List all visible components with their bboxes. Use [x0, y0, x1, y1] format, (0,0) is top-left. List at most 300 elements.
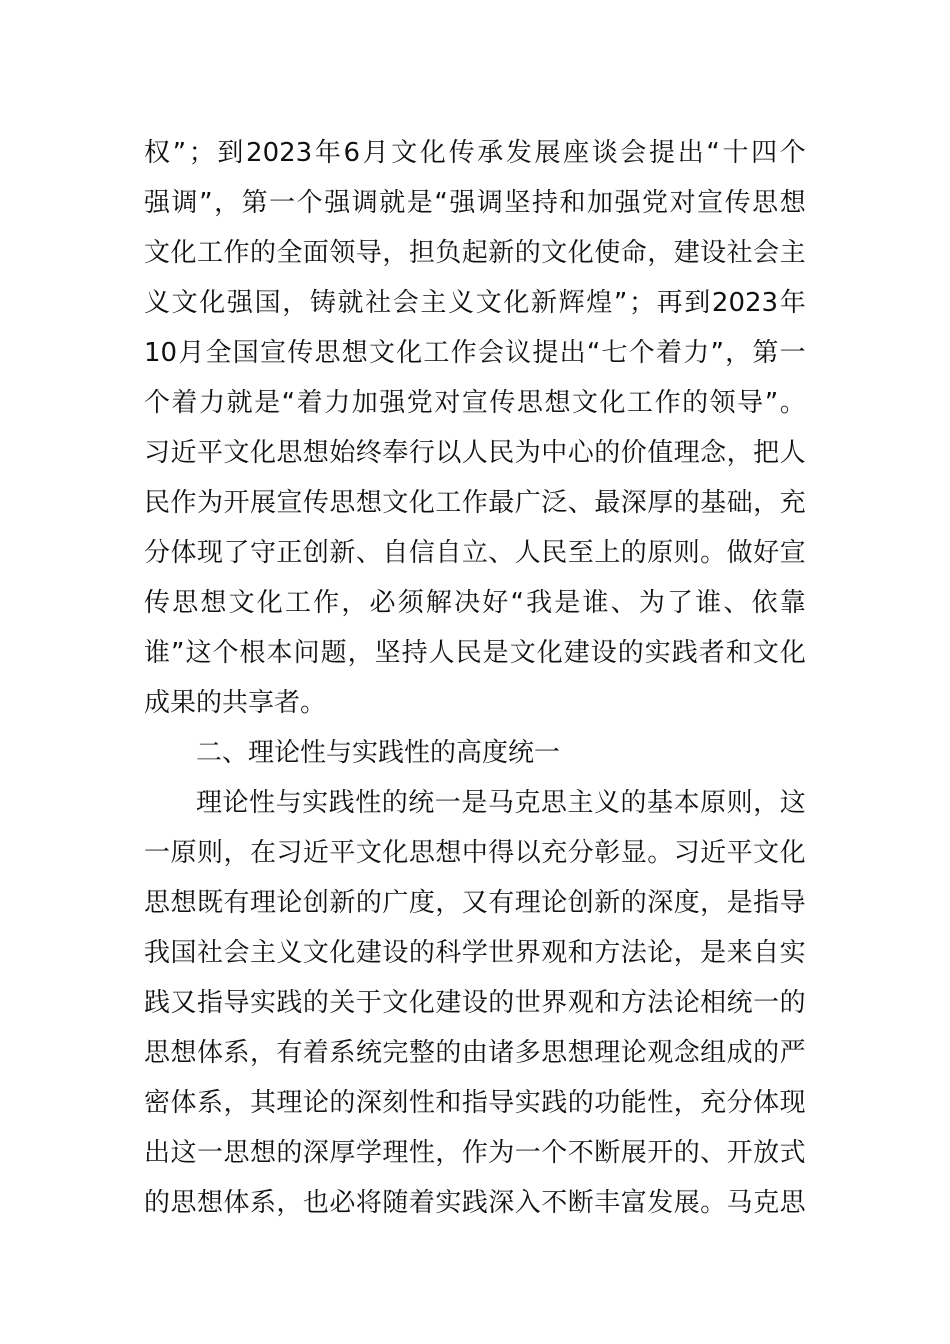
glyph: 开	[223, 488, 250, 518]
glyph: 作	[461, 1138, 488, 1168]
glyph: 设	[590, 638, 617, 668]
glyph: 10	[144, 338, 178, 368]
glyph: 深	[355, 1088, 382, 1118]
glyph: 克	[514, 788, 541, 818]
glyph: 于	[355, 988, 382, 1018]
glyph: 月	[362, 138, 389, 168]
glyph: 着	[171, 388, 198, 418]
glyph: 谁	[582, 588, 609, 618]
glyph: 文	[223, 438, 250, 468]
glyph: 负	[435, 238, 462, 268]
glyph: 就	[337, 288, 364, 318]
glyph: 想	[249, 1138, 276, 1168]
glyph: 调	[171, 188, 198, 218]
glyph: 统	[726, 988, 753, 1018]
glyph: 体	[170, 1088, 197, 1118]
glyph: 导	[223, 988, 250, 1018]
glyph: 创	[302, 888, 329, 918]
glyph: 传	[302, 488, 329, 518]
glyph: 、	[723, 588, 750, 618]
glyph: 平	[726, 838, 753, 868]
glyph: 社	[726, 238, 753, 268]
glyph: 导	[779, 888, 806, 918]
glyph: ”	[171, 638, 185, 668]
glyph: 性	[355, 788, 382, 818]
glyph: 丰	[594, 1188, 621, 1218]
glyph: 为	[488, 1138, 515, 1168]
body-text	[144, 128, 806, 1228]
glyph: 思	[223, 1138, 250, 1168]
glyph: 近	[302, 838, 329, 868]
glyph: ，	[276, 1188, 303, 1218]
glyph: 得	[488, 838, 515, 868]
glyph: 功	[594, 1088, 621, 1118]
glyph: 展	[673, 1188, 700, 1218]
glyph: 随	[382, 1188, 409, 1218]
text-line	[144, 978, 806, 1028]
glyph: 充	[700, 1088, 727, 1118]
glyph: 好	[753, 538, 780, 568]
glyph: 6	[343, 138, 361, 168]
glyph: ”	[710, 338, 724, 368]
text-line	[144, 428, 806, 478]
glyph: 思	[752, 188, 779, 218]
glyph: 和	[435, 1088, 462, 1118]
glyph: ，	[341, 588, 368, 618]
glyph: 的	[302, 988, 329, 1018]
glyph: 正	[276, 538, 303, 568]
glyph: 最	[488, 488, 515, 518]
glyph: 谁	[144, 638, 171, 668]
glyph: 人	[461, 438, 488, 468]
glyph: 的	[567, 1088, 594, 1118]
glyph: 来	[726, 938, 753, 968]
glyph: 作	[461, 488, 488, 518]
glyph: “	[434, 188, 448, 218]
glyph: 体	[170, 538, 197, 568]
glyph: 着	[656, 338, 683, 368]
glyph: 谈	[591, 138, 618, 168]
glyph: 创	[567, 888, 594, 918]
glyph: 义	[593, 788, 620, 818]
glyph: 社	[196, 938, 223, 968]
glyph: 第	[241, 188, 268, 218]
glyph: 整	[408, 1038, 435, 1068]
glyph: 国	[170, 938, 197, 968]
glyph: 传	[489, 388, 516, 418]
glyph: 第	[752, 338, 779, 368]
glyph: 性	[647, 1088, 674, 1118]
glyph: 心	[567, 438, 594, 468]
glyph: 入	[514, 1188, 541, 1218]
glyph: 提	[649, 138, 676, 168]
glyph: 想	[355, 488, 382, 518]
glyph: 持	[401, 638, 428, 668]
glyph: 一	[196, 1138, 223, 1168]
glyph: 体	[223, 1188, 250, 1218]
glyph: 建	[673, 238, 700, 268]
glyph: 性	[408, 1138, 435, 1168]
glyph: ”	[764, 388, 779, 418]
glyph: 一	[753, 988, 780, 1018]
glyph: 其	[249, 1088, 276, 1118]
glyph: 人	[779, 438, 806, 468]
glyph: 国	[232, 338, 259, 368]
glyph: 出	[677, 138, 704, 168]
glyph: 对	[434, 388, 461, 418]
text-line	[144, 1128, 806, 1178]
glyph: ，	[673, 938, 700, 968]
glyph: 决	[454, 588, 481, 618]
glyph: 既	[196, 888, 223, 918]
glyph: 平	[329, 838, 356, 868]
glyph: 出	[559, 338, 586, 368]
glyph: 创	[302, 538, 329, 568]
glyph: 守	[249, 538, 276, 568]
glyph: 年	[779, 288, 806, 318]
glyph: 的	[620, 788, 647, 818]
glyph: 展	[249, 488, 276, 518]
glyph: 宣	[276, 488, 303, 518]
glyph: 的	[673, 1138, 700, 1168]
glyph: 、	[567, 488, 594, 518]
glyph: 作	[654, 388, 681, 418]
glyph: 彰	[594, 838, 621, 868]
glyph: 指	[753, 888, 780, 918]
glyph: 自	[435, 538, 462, 568]
glyph: 想	[567, 1038, 594, 1068]
glyph: 界	[541, 988, 568, 1018]
glyph: 者	[698, 638, 725, 668]
glyph: 的	[276, 1138, 303, 1168]
glyph: 的	[514, 238, 541, 268]
glyph: 富	[620, 1188, 647, 1218]
glyph: 着	[408, 1188, 435, 1218]
glyph: 式	[779, 1138, 806, 1168]
glyph: 坚	[374, 638, 401, 668]
glyph: 的	[620, 888, 647, 918]
glyph: 工	[284, 588, 311, 618]
glyph: 界	[514, 938, 541, 968]
glyph: 社	[365, 288, 392, 318]
glyph: 想	[302, 438, 329, 468]
glyph: ，	[726, 438, 753, 468]
glyph: 中	[541, 438, 568, 468]
glyph: 基	[700, 488, 727, 518]
glyph: 深	[488, 1188, 515, 1218]
glyph: 将	[355, 1188, 382, 1218]
glyph: 广	[382, 888, 409, 918]
glyph: 宣	[779, 538, 806, 568]
glyph: 实	[514, 1088, 541, 1118]
glyph: 坚	[504, 188, 531, 218]
glyph: 义	[144, 288, 171, 318]
glyph: 这	[779, 788, 806, 818]
glyph: 须	[397, 588, 424, 618]
glyph: 论	[302, 1088, 329, 1118]
glyph: 文	[475, 288, 502, 318]
glyph: 文	[391, 138, 418, 168]
glyph: 会	[392, 288, 419, 318]
glyph: 思	[144, 1038, 171, 1068]
glyph: 人	[428, 638, 455, 668]
glyph: 和	[594, 988, 621, 1018]
glyph: 文	[355, 838, 382, 868]
glyph: 为	[638, 588, 665, 618]
glyph: 主	[567, 788, 594, 818]
glyph: 学	[355, 1138, 382, 1168]
glyph: 化	[419, 138, 446, 168]
glyph: 厚	[329, 1138, 356, 1168]
glyph: 导	[737, 388, 764, 418]
glyph: 想	[544, 388, 571, 418]
glyph: 文	[541, 238, 568, 268]
glyph: 力	[683, 338, 710, 368]
glyph: 人	[514, 538, 541, 568]
glyph: 由	[461, 1038, 488, 1068]
glyph: 论	[541, 888, 568, 918]
glyph: 就	[226, 388, 253, 418]
glyph: 一	[779, 338, 806, 368]
glyph: 的	[329, 1088, 356, 1118]
glyph: 论	[276, 888, 303, 918]
glyph: 诸	[488, 1038, 515, 1068]
glyph: 践	[671, 638, 698, 668]
glyph: 座	[563, 138, 590, 168]
glyph: 论	[647, 938, 674, 968]
glyph: 强	[449, 188, 476, 218]
glyph: 传	[724, 188, 751, 218]
glyph: 加	[351, 388, 378, 418]
glyph: 化	[503, 288, 530, 318]
glyph: 论	[673, 988, 700, 1018]
glyph: 分	[144, 538, 171, 568]
glyph: 方	[620, 988, 647, 1018]
glyph: 设	[700, 238, 727, 268]
text-line	[144, 1178, 806, 1228]
glyph: 则	[196, 838, 223, 868]
glyph: ，	[223, 1088, 250, 1118]
glyph: 本	[266, 638, 293, 668]
glyph: 科	[435, 938, 462, 968]
glyph: 多	[514, 1038, 541, 1068]
glyph: 理	[196, 788, 223, 818]
glyph: 断	[567, 1188, 594, 1218]
glyph: 又	[461, 888, 488, 918]
glyph: 深	[302, 1138, 329, 1168]
glyph: 问	[293, 638, 320, 668]
glyph: 不	[567, 1138, 594, 1168]
glyph: 理	[673, 438, 700, 468]
glyph: 命	[620, 238, 647, 268]
glyph: 化	[408, 988, 435, 1018]
glyph: 性	[408, 1088, 435, 1118]
glyph: 宣	[697, 188, 724, 218]
glyph: 思	[541, 1038, 568, 1068]
glyph: 是	[554, 588, 581, 618]
glyph: 有	[223, 888, 250, 918]
glyph: 念	[700, 438, 727, 468]
glyph: 基	[647, 788, 674, 818]
glyph: 工	[196, 238, 223, 268]
glyph: 化	[199, 288, 226, 318]
glyph: 以	[435, 438, 462, 468]
glyph: 谁	[695, 588, 722, 618]
glyph: 一	[514, 1138, 541, 1168]
glyph: 新	[329, 888, 356, 918]
glyph: 全	[276, 238, 303, 268]
glyph: 调	[351, 188, 378, 218]
text-line	[144, 178, 806, 228]
glyph: 终	[355, 438, 382, 468]
glyph: 会	[753, 238, 780, 268]
glyph: 体	[196, 1038, 223, 1068]
glyph: 煌	[586, 288, 613, 318]
glyph: 民	[144, 488, 171, 518]
glyph: 一	[434, 788, 461, 818]
glyph: 思	[314, 338, 341, 368]
glyph: 能	[620, 1088, 647, 1118]
glyph: 的	[617, 638, 644, 668]
glyph: 思	[276, 438, 303, 468]
glyph: 展	[620, 1138, 647, 1168]
glyph: 组	[700, 1038, 727, 1068]
glyph: 导	[355, 238, 382, 268]
glyph: 方	[594, 938, 621, 968]
glyph: 信	[408, 538, 435, 568]
glyph: 化	[567, 238, 594, 268]
glyph: 成	[726, 1038, 753, 1068]
glyph: 分	[726, 1088, 753, 1118]
glyph: 作	[450, 338, 477, 368]
glyph: 念	[673, 1038, 700, 1068]
glyph: 深	[647, 888, 674, 918]
glyph: 对	[669, 188, 696, 218]
glyph: 原	[700, 788, 727, 818]
glyph: 就	[379, 188, 406, 218]
glyph: 化	[599, 388, 626, 418]
glyph: 是	[254, 388, 281, 418]
glyph: 和	[567, 938, 594, 968]
glyph: 作	[170, 488, 197, 518]
glyph: 的	[620, 538, 647, 568]
glyph: 世	[514, 988, 541, 1018]
glyph: 观	[567, 988, 594, 1018]
glyph: 文	[509, 638, 536, 668]
glyph: 文	[752, 638, 779, 668]
text-line	[144, 228, 806, 278]
glyph: 议	[505, 338, 532, 368]
glyph: 想	[341, 338, 368, 368]
glyph: 把	[753, 438, 780, 468]
glyph: 原	[647, 538, 674, 568]
glyph: 想	[196, 1188, 223, 1218]
glyph: 自	[753, 938, 780, 968]
glyph: 着	[296, 388, 323, 418]
glyph: 度	[673, 888, 700, 918]
glyph: 学	[461, 938, 488, 968]
glyph: 、	[610, 588, 637, 618]
glyph: ，	[435, 888, 462, 918]
glyph: 与	[275, 788, 302, 818]
glyph: 指	[461, 1088, 488, 1118]
glyph: 起	[461, 238, 488, 268]
glyph: 持	[531, 188, 558, 218]
glyph: 实	[302, 788, 329, 818]
glyph: 2023	[246, 138, 313, 168]
glyph: 近	[700, 838, 727, 868]
glyph: 会	[223, 938, 250, 968]
glyph: ，	[647, 238, 674, 268]
glyph: 严	[779, 1038, 806, 1068]
glyph: 年	[314, 138, 341, 168]
glyph: 建	[355, 938, 382, 968]
glyph: ，	[725, 338, 752, 368]
glyph: 文	[302, 938, 329, 968]
glyph: 七	[601, 338, 628, 368]
glyph: 、	[700, 1138, 727, 1168]
glyph: 文	[228, 588, 255, 618]
glyph: ，	[282, 288, 309, 318]
glyph: 开	[647, 1138, 674, 1168]
glyph: ，	[249, 1038, 276, 1068]
glyph: 新	[329, 538, 356, 568]
glyph: 2023	[711, 288, 779, 318]
glyph: 充	[779, 488, 806, 518]
glyph: 文	[571, 388, 598, 418]
glyph: 出	[144, 1138, 171, 1168]
glyph: 个	[144, 388, 171, 418]
glyph: 行	[408, 438, 435, 468]
text-line	[144, 328, 806, 378]
glyph: 统	[408, 788, 435, 818]
glyph: 不	[541, 1188, 568, 1218]
glyph: 密	[144, 1088, 171, 1118]
glyph: 的	[355, 888, 382, 918]
glyph: 实	[435, 1188, 462, 1218]
glyph: 宣	[461, 388, 488, 418]
glyph: 是	[461, 788, 488, 818]
glyph: 的	[779, 988, 806, 1018]
glyph: 十	[722, 138, 749, 168]
glyph: 马	[487, 788, 514, 818]
glyph: 平	[196, 438, 223, 468]
glyph: 力	[199, 388, 226, 418]
glyph: 一	[269, 188, 296, 218]
glyph: 设	[382, 938, 409, 968]
glyph: 和	[559, 188, 586, 218]
glyph: 奉	[382, 438, 409, 468]
glyph: 思	[408, 838, 435, 868]
glyph: 世	[488, 938, 515, 968]
glyph: 关	[329, 988, 356, 1018]
glyph: 。	[779, 388, 806, 418]
glyph: 一	[144, 838, 171, 868]
glyph: 是	[406, 188, 433, 218]
glyph: 传	[287, 338, 314, 368]
glyph: 的	[682, 388, 709, 418]
glyph: 到	[684, 288, 711, 318]
glyph: 指	[196, 988, 223, 1018]
glyph: 强	[324, 188, 351, 218]
glyph: 的	[488, 988, 515, 1018]
glyph: 文	[171, 288, 198, 318]
glyph: 化	[396, 338, 423, 368]
glyph: 实	[249, 988, 276, 1018]
glyph: 好	[482, 588, 509, 618]
glyph: 化	[329, 938, 356, 968]
glyph: 理	[514, 888, 541, 918]
